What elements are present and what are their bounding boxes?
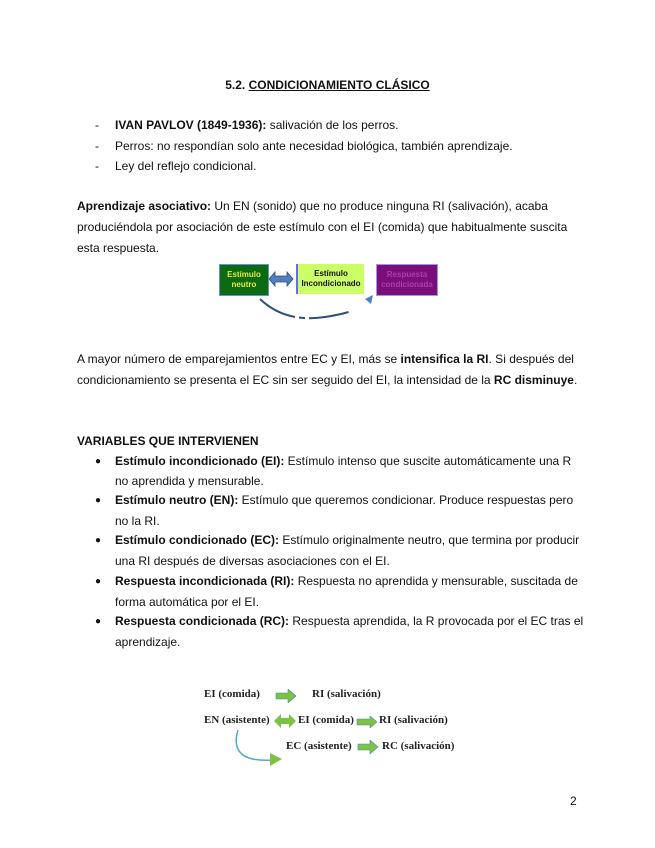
box-neutral-stimulus: Estímulo neutro: [219, 264, 269, 296]
arrow-right-icon: [356, 716, 378, 728]
arrow-right-icon: [275, 689, 297, 703]
list-item: Estímulo neutro (EN): Estímulo que queremos condicionar. Produce respuestas pero: [115, 493, 574, 507]
list-item: Estímulo incondicionado (EI): Estímulo intenso que suscite automáticamente una R: [115, 454, 572, 468]
double-arrow-icon: [268, 270, 294, 288]
list-item: IVAN PAVLOV (1849-1936): salivación de los perros.: [115, 118, 399, 132]
list-item: Perros: no respondían solo ante necesidad biológica, también aprendizaje.: [115, 139, 513, 153]
list-item: Estímulo condicionado (EC): Estímulo originalmente neutro, que termina por producir: [115, 533, 580, 547]
list-item: Respuesta incondicionada (RI): Respuesta no aprendida y mensurable, suscitada de: [115, 574, 578, 588]
arrow-right-icon: [357, 740, 379, 754]
list-item: Ley del reflejo condicional.: [115, 159, 257, 173]
document-page: 5.2. CONDICIONAMIENTO CLÁSICO - IVAN PAVLOV (1849-1936): salivación de los perros. - Perros: no respondían solo ante necesidad biológica, también aprendizaje. - Ley del reflejo condicional. Aprendizaje asociativo: Un EN (sonido) que no produce ninguna RI (salivación), acaba produciéndola por asociación de este estímulo con el EI (comida) que habitualmente suscita esta respuesta. Estímulo neutro Estímulo Incondicionado Respuesta condicionada A mayor número de emparejamientos entre EC y EI, más se intensifica la RI. Si después del condicionamiento se presenta el EC sin ser seguido del EI, la intensidad de la RC disminuye. VARIABLES QUE INTERVIENEN ● Estímulo incondicionado (EI): Estímulo intenso que suscite automáticamente una R no aprendida y mensurable. ● Estímulo neutro (EN): Estímulo que queremos condicionar. Produce respuestas pero no la RI. ● Estímulo condicionado (EC): Estímulo originalmente neutro, que termina por producir una RI después de diversas asociaciones con el EI. ● Respuesta incondicionada (RI): Respuesta no aprendida y mensurable, suscitada de forma automática por el EI. ● Respuesta condicionada (RC): Respuesta aprendida, la R provocada por el EC tras el aprendizaje. EI (comida) RI (salivación) EN (asistente) EI (comida) RI (salivación) EC (asistente) RC (salivación) 2: [0, 0, 655, 848]
double-arrow-icon: [273, 713, 297, 729]
list-item: Respuesta condicionada (RC): Respuesta aprendida, la R provocada por el EC tras el: [115, 614, 584, 628]
box-unconditioned-stimulus: Estímulo Incondicionado: [296, 264, 364, 294]
curved-arrow-icon: [228, 728, 288, 770]
page-number: 2: [570, 794, 577, 808]
page-title: 5.2. CONDICIONAMIENTO CLÁSICO: [225, 78, 430, 92]
box-conditioned-response: Respuesta condicionada: [376, 264, 438, 296]
curved-arrow-icon: [255, 295, 375, 325]
variables-heading: VARIABLES QUE INTERVIENEN: [77, 434, 259, 448]
